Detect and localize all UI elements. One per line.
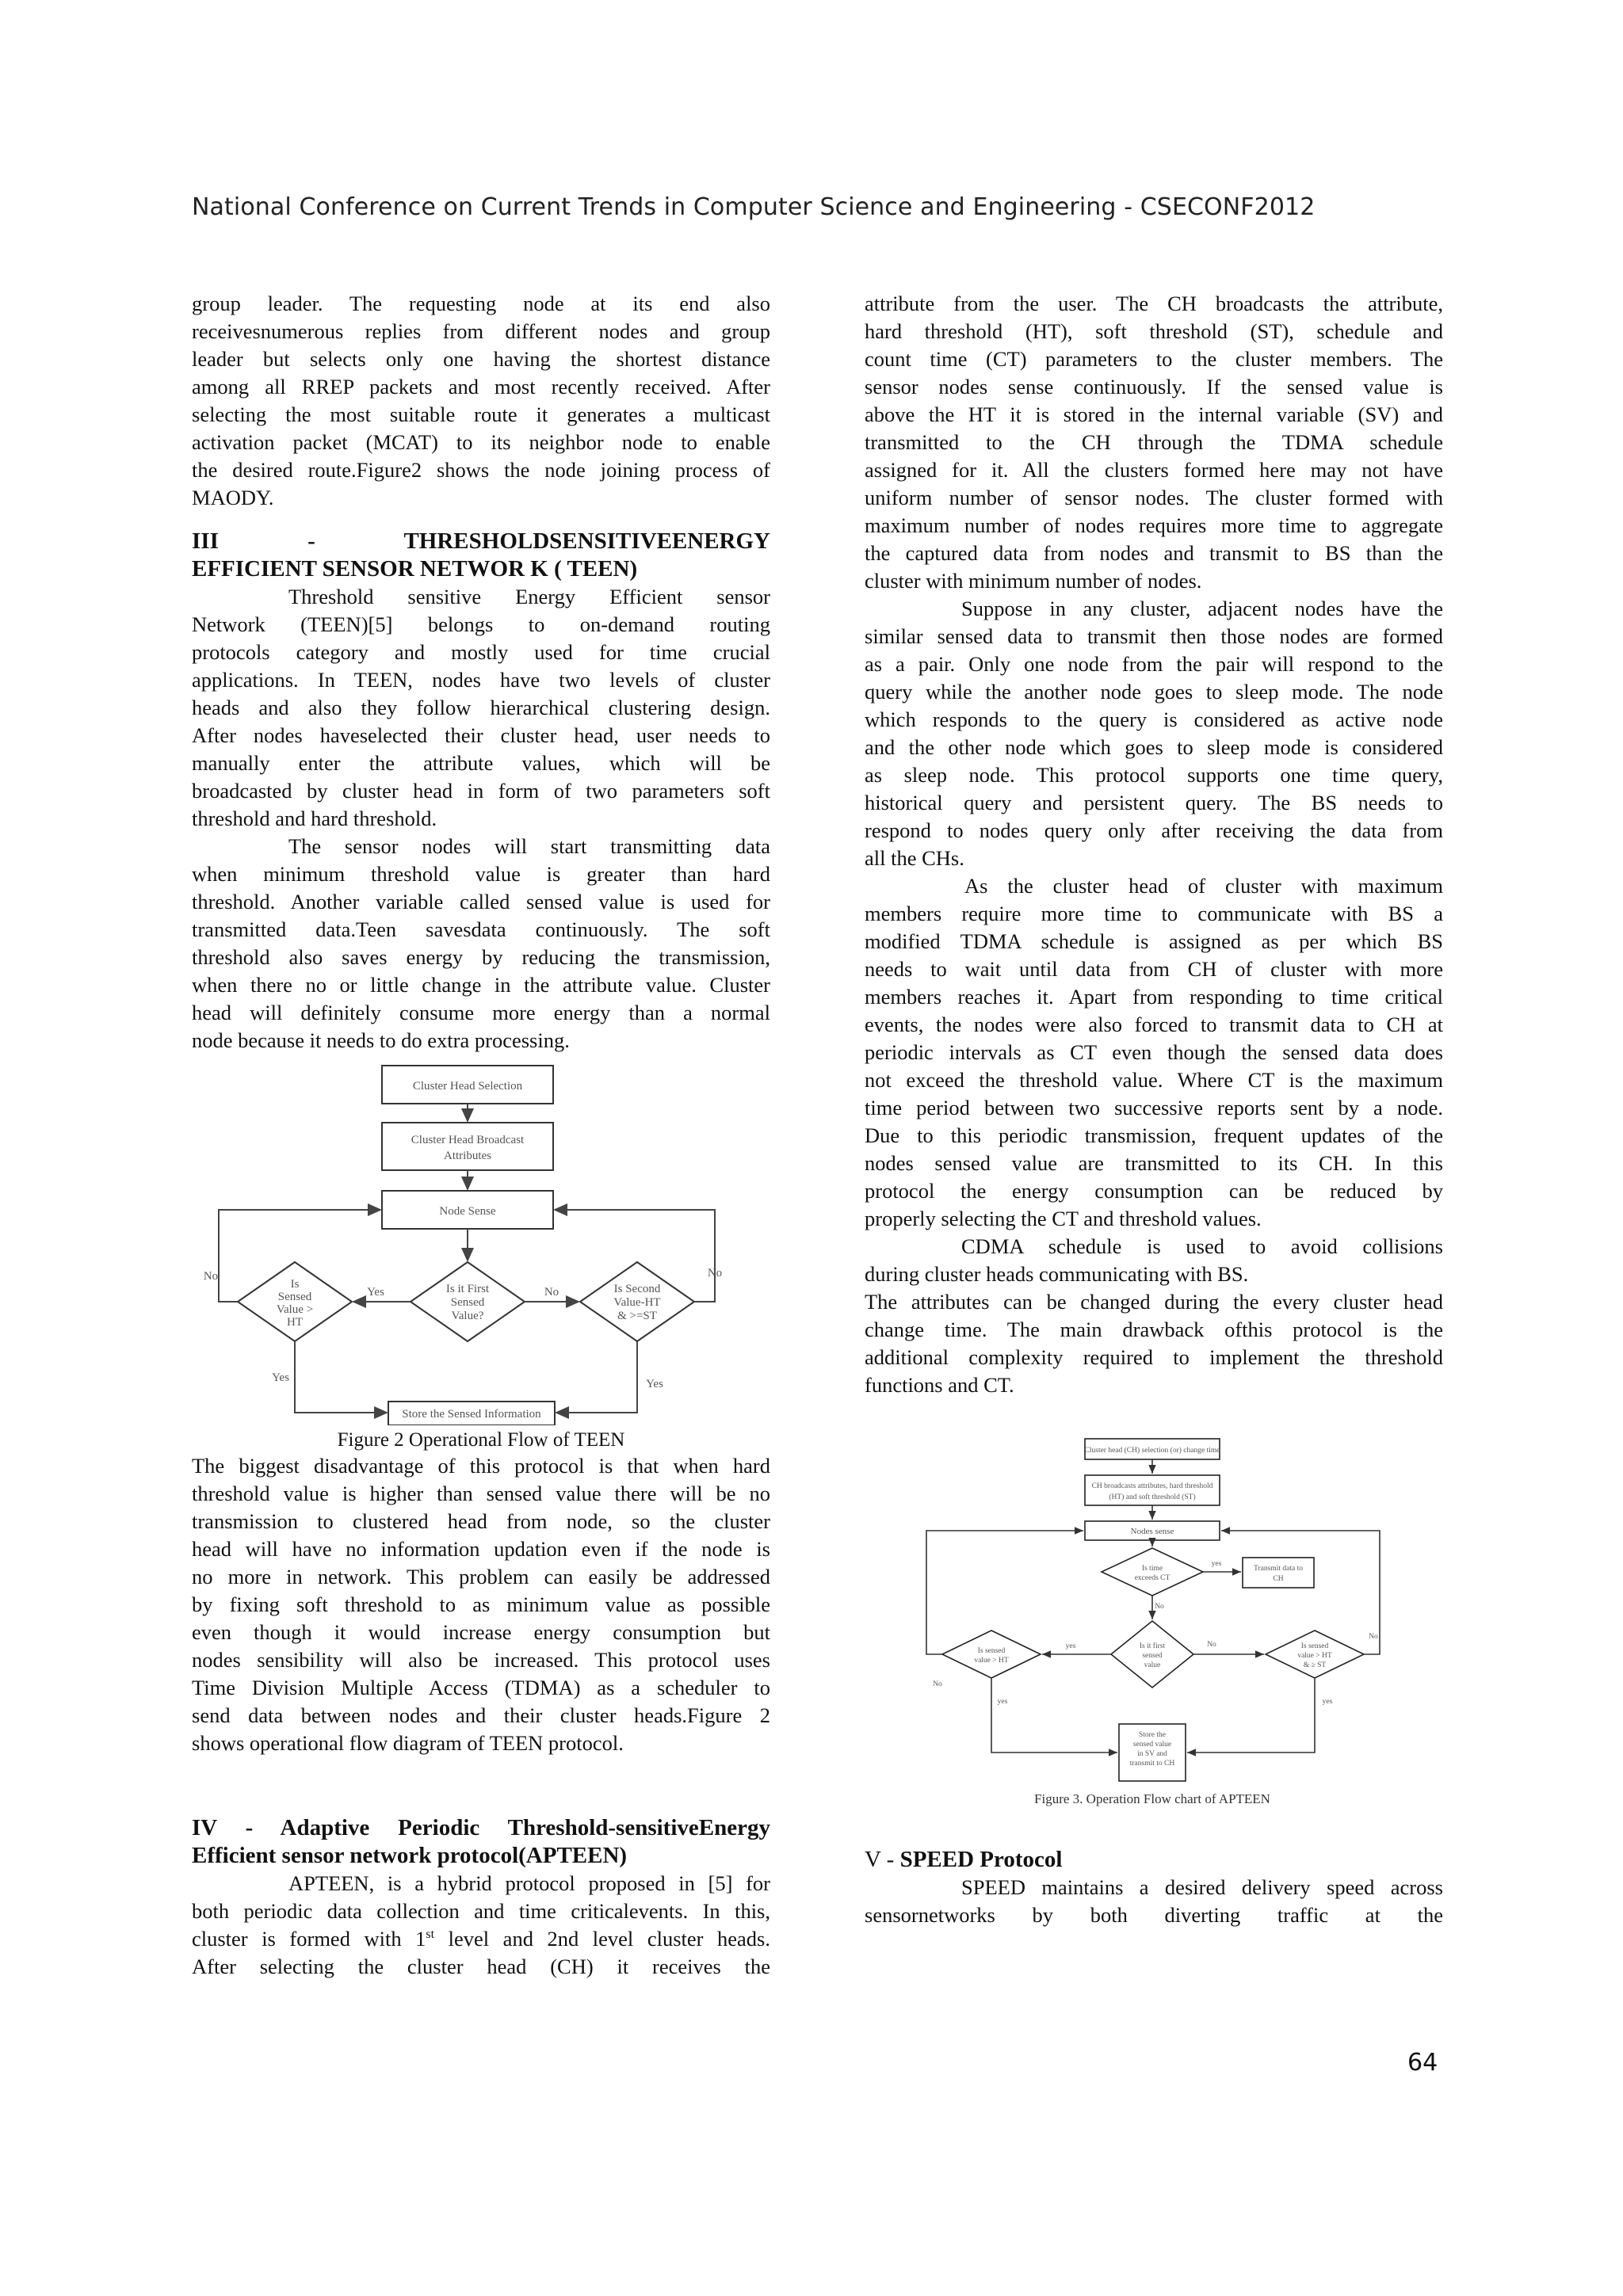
label-yes: yes bbox=[1211, 1560, 1222, 1568]
text-line: After selecting the cluster head (CH) it receives the bbox=[192, 1955, 770, 1978]
label-d3: & >=ST bbox=[617, 1310, 657, 1322]
text-line: transmission to clustered head from node, so the cluster bbox=[192, 1509, 770, 1533]
paragraph-attribute bbox=[865, 290, 1443, 595]
text-line: Network (TEEN)[5] belongs to on-demand routing bbox=[192, 612, 770, 636]
label-broadcast-attributes: Attributes bbox=[444, 1150, 491, 1162]
text-line: nodes sensed value are transmitted to its CH. In this bbox=[865, 1151, 1443, 1175]
text-line: head will have no information updation even if the node is bbox=[192, 1537, 770, 1561]
text-line: MAODY. bbox=[192, 486, 274, 509]
text-line: head will definitely consume more energy than a normal bbox=[192, 1001, 770, 1024]
text-span: level and 2nd level cluster heads. bbox=[434, 1927, 770, 1951]
text-line: during cluster heads communicating with BS. bbox=[865, 1262, 1249, 1286]
paragraph-teen bbox=[192, 583, 770, 833]
text-line: even though it would increase energy consumption but bbox=[192, 1620, 770, 1644]
label-d1: Is bbox=[290, 1278, 300, 1291]
heading-line: III - THRESHOLDSENSITIVEENERGY bbox=[192, 528, 770, 554]
label-no: No bbox=[544, 1286, 559, 1299]
label-transmit: CH bbox=[1273, 1575, 1284, 1583]
text-line: by fixing soft threshold to as minimum value as possible bbox=[192, 1592, 770, 1616]
label-store: Store the bbox=[1138, 1731, 1167, 1739]
text-line: historical query and persistent query. The BS needs to bbox=[865, 791, 1443, 814]
text-line: leader but selects only one having the shortest distance bbox=[192, 347, 770, 371]
left-column bbox=[192, 0, 770, 1981]
paragraph-speed bbox=[865, 1874, 1443, 1929]
text-line: The attributes can be changed during the every cluster head bbox=[865, 1290, 1443, 1314]
text-line: respond to nodes query only after receiving the data from bbox=[865, 818, 1443, 842]
paragraph-sensor bbox=[192, 833, 770, 1055]
text-line: node because it needs to do extra processing. bbox=[192, 1028, 570, 1052]
label-dm: Is it first bbox=[1139, 1642, 1166, 1650]
label-yes: Yes bbox=[272, 1371, 289, 1384]
text-line: which responds to the query is considered as active node bbox=[865, 707, 1443, 731]
section-heading-apteen bbox=[192, 1814, 770, 1870]
figure-3-apteen-flowchart bbox=[865, 1431, 1443, 1806]
text-line: uniform number of sensor nodes. The cluster formed with bbox=[865, 486, 1443, 509]
text-line: events, the nodes were also forced to transmit data to CH at bbox=[865, 1013, 1443, 1036]
label-no: No bbox=[203, 1270, 219, 1283]
label-dl: Is sensed bbox=[977, 1647, 1006, 1655]
text-span: cluster is formed with 1 bbox=[192, 1927, 426, 1951]
label-cluster-head-selection: Cluster Head Selection bbox=[412, 1080, 523, 1093]
section-heading-speed bbox=[865, 1846, 1443, 1874]
label-dr: value > HT bbox=[1297, 1652, 1332, 1660]
text-line: the captured data from nodes and transmit to BS than the bbox=[865, 541, 1443, 565]
label-ch-broadcasts: (HT) and soft threshold (ST) bbox=[1109, 1493, 1196, 1501]
text-line: Suppose in any cluster, adjacent nodes have the bbox=[961, 597, 1443, 620]
text-line: modified TDMA schedule is assigned as per which BS bbox=[865, 929, 1443, 953]
label-store: Store the Sensed Information bbox=[402, 1408, 541, 1421]
label-d2: Is it First bbox=[445, 1283, 490, 1295]
paragraph-cdma bbox=[865, 1233, 1443, 1288]
label-no: No bbox=[933, 1680, 942, 1688]
label-ch-broadcasts: CH broadcasts attributes, hard threshold bbox=[1091, 1482, 1213, 1490]
text-line: activation packet (MCAT) to its neighbor node to enable bbox=[192, 430, 770, 454]
label-d1: Sensed bbox=[277, 1291, 312, 1303]
text-line: nodes sensibility will also be increased. This protocol uses bbox=[192, 1648, 770, 1672]
label-d3: Value-HT bbox=[613, 1296, 661, 1309]
label-no: No bbox=[1369, 1633, 1378, 1641]
heading-line: Efficient sensor network protocol(APTEEN) bbox=[192, 1843, 628, 1868]
text-line: transmitted data.Teen savesdata continuously. The soft bbox=[192, 917, 770, 941]
text-line: when minimum threshold value is greater than hard bbox=[192, 862, 770, 886]
text-line: query while the another node goes to sleep mode. The node bbox=[865, 680, 1443, 704]
box-transmit-data bbox=[1243, 1558, 1314, 1588]
heading-line: EFFICIENT SENSOR NETWOR K ( TEEN) bbox=[192, 556, 638, 582]
text-line: members reaches it. Apart from responding to time critical bbox=[865, 985, 1443, 1009]
label-broadcast: Cluster Head Broadcast bbox=[411, 1134, 525, 1146]
text-line: receivesnumerous replies from different nodes and group bbox=[192, 319, 770, 343]
text-line: similar sensed data to transmit then those nodes are formed bbox=[865, 624, 1443, 648]
label-d1: Value > bbox=[276, 1303, 314, 1316]
label-ch-selection: Cluster head (CH) selection (or) change time bbox=[1084, 1447, 1220, 1455]
text-line: properly selecting the CT and threshold values. bbox=[865, 1207, 1262, 1230]
figure-2-caption: Figure 2 Operational Flow of TEEN bbox=[337, 1429, 625, 1451]
text-line: functions and CT. bbox=[865, 1373, 1014, 1397]
label-ct: Is time bbox=[1141, 1565, 1163, 1573]
text-line: APTEEN, is a hybrid protocol proposed in [5] for bbox=[288, 1871, 770, 1895]
text-line: when there no or little change in the attribute value. Cluster bbox=[192, 973, 770, 997]
label-transmit: Transmit data to bbox=[1254, 1565, 1303, 1573]
label-store: in SV and bbox=[1137, 1750, 1167, 1758]
text-line: and the other node which goes to sleep mode is considered bbox=[865, 735, 1443, 759]
text-line: manually enter the attribute values, which will be bbox=[192, 751, 770, 775]
text-line: Time Division Multiple Access (TDMA) as a scheduler to bbox=[192, 1676, 770, 1699]
paragraph-disadvantage bbox=[192, 1452, 770, 1757]
text-line: time period between two successive reports sent by a node. bbox=[865, 1096, 1443, 1119]
figure-3-caption: Figure 3. Operation Flow chart of APTEEN bbox=[1034, 1791, 1270, 1806]
label-yes: Yes bbox=[367, 1286, 384, 1299]
box-cluster-head-broadcast bbox=[382, 1123, 553, 1170]
label-nodes-sense: Nodes sense bbox=[1130, 1527, 1174, 1536]
text-line: hard threshold (HT), soft threshold (ST), schedule and bbox=[865, 319, 1443, 343]
text-line: cluster with minimum number of nodes. bbox=[865, 569, 1202, 593]
page-number: 64 bbox=[1407, 2049, 1438, 2077]
text-line: sensornetworks by both diverting traffic at the bbox=[865, 1903, 1443, 1927]
paragraph-as-cluster bbox=[865, 872, 1443, 1233]
text-line: As the cluster head of cluster with maximum bbox=[964, 874, 1443, 898]
paragraph-suppose bbox=[865, 595, 1443, 872]
text-line: applications. In TEEN, nodes have two levels of cluster bbox=[192, 668, 770, 692]
text-line: maximum number of nodes requires more time to aggregate bbox=[865, 513, 1443, 537]
text-line bbox=[192, 1925, 770, 1953]
text-line: threshold. Another variable called sensed value is used for bbox=[192, 890, 770, 913]
heading-line bbox=[865, 1846, 1443, 1874]
label-store: transmit to CH bbox=[1129, 1760, 1175, 1768]
text-line: threshold also saves energy by reducing the transmission, bbox=[192, 945, 770, 969]
text-line: SPEED maintains a desired delivery speed across bbox=[961, 1875, 1443, 1899]
text-line: additional complexity required to implement the threshold bbox=[865, 1345, 1443, 1369]
text-line: needs to wait until data from CH of cluster with more bbox=[865, 957, 1443, 981]
label-no: No bbox=[707, 1267, 723, 1280]
text-line: CDMA schedule is used to avoid collisions bbox=[961, 1234, 1443, 1258]
section-heading-teen bbox=[192, 528, 770, 583]
text-line: periodic intervals as CT even though the sensed data does bbox=[865, 1040, 1443, 1064]
right-column bbox=[865, 0, 1443, 1929]
label-dr: Is sensed bbox=[1300, 1642, 1329, 1650]
text-line: transmitted to the CH through the TDMA schedule bbox=[865, 430, 1443, 454]
text-line: above the HT it is stored in the internal variable (SV) and bbox=[865, 402, 1443, 426]
text-line: count time (CT) parameters to the cluster members. The bbox=[865, 347, 1443, 371]
text-line: protocols category and mostly used for time crucial bbox=[192, 640, 770, 664]
label-d1: HT bbox=[287, 1316, 303, 1329]
text-line: shows operational flow diagram of TEEN protocol. bbox=[192, 1731, 624, 1755]
heading-prefix: V - bbox=[865, 1847, 900, 1872]
text-line: send data between nodes and their cluster heads.Figure 2 bbox=[192, 1703, 770, 1727]
superscript: st bbox=[426, 1928, 435, 1942]
paragraph-attributes-changed bbox=[865, 1288, 1443, 1399]
label-dl: value > HT bbox=[974, 1657, 1009, 1665]
label-dm: value bbox=[1144, 1661, 1161, 1669]
text-line: the desired route.Figure2 shows the node joining process of bbox=[192, 458, 770, 482]
text-line: heads and also they follow hierarchical clustering design. bbox=[192, 696, 770, 719]
text-line: all the CHs. bbox=[865, 846, 964, 870]
label-no: No bbox=[1155, 1603, 1164, 1611]
text-line: assigned for it. All the clusters formed here may not have bbox=[865, 458, 1443, 482]
text-line: among all RREP packets and most recently received. After bbox=[192, 375, 770, 399]
label-ct: exceeds CT bbox=[1134, 1574, 1170, 1582]
text-line: both periodic data collection and time criticalevents. In this, bbox=[192, 1899, 770, 1923]
text-line: After nodes haveselected their cluster head, user needs to bbox=[192, 723, 770, 747]
figure-2-teen-flowchart bbox=[192, 1058, 770, 1425]
text-line: Threshold sensitive Energy Efficient sensor bbox=[288, 585, 770, 608]
text-line: threshold value is higher than sensed value there will be no bbox=[192, 1482, 770, 1505]
paragraph-intro bbox=[192, 290, 770, 512]
text-line: selecting the most suitable route it generates a multicast bbox=[192, 402, 770, 426]
text-line: The biggest disadvantage of this protocol is that when hard bbox=[192, 1454, 770, 1478]
label-yes: yes bbox=[997, 1698, 1008, 1706]
text-line: threshold and hard threshold. bbox=[192, 807, 437, 830]
text-line: members require more time to communicate with BS a bbox=[865, 902, 1443, 925]
heading-line: IV - Adaptive Periodic Threshold-sensitiveEnergy bbox=[192, 1815, 770, 1840]
text-line: Due to this periodic transmission, frequent updates of the bbox=[865, 1123, 1443, 1147]
label-d3: Is Second bbox=[613, 1283, 661, 1295]
text-line: group leader. The requesting node at its end also bbox=[192, 292, 770, 315]
text-line: not exceed the threshold value. Where CT is the maximum bbox=[865, 1068, 1443, 1092]
label-d2: Value? bbox=[451, 1310, 484, 1322]
text-line: as a pair. Only one node from the pair will respond to the bbox=[865, 652, 1443, 676]
text-line: The sensor nodes will start transmitting data bbox=[288, 834, 770, 858]
label-dr: & ≥ ST bbox=[1303, 1661, 1327, 1669]
label-no: No bbox=[1207, 1641, 1216, 1649]
text-line: no more in network. This problem can easily be addressed bbox=[192, 1565, 770, 1589]
text-line: as sleep node. This protocol supports one time query, bbox=[865, 763, 1443, 787]
text-line: protocol the energy consumption can be reduced by bbox=[865, 1179, 1443, 1203]
label-yes: yes bbox=[1322, 1698, 1333, 1706]
paragraph-apteen bbox=[192, 1870, 770, 1981]
label-dm: sensed bbox=[1142, 1652, 1163, 1660]
running-header: National Conference on Current Trends in Computer Science and Engineering - CSECONF2012 bbox=[192, 193, 1316, 221]
label-yes: yes bbox=[1065, 1642, 1076, 1650]
heading-title: SPEED Protocol bbox=[899, 1847, 1063, 1872]
label-d2: Sensed bbox=[450, 1296, 485, 1309]
text-line: change time. The main drawback ofthis protocol is the bbox=[865, 1318, 1443, 1341]
label-yes: Yes bbox=[646, 1378, 663, 1390]
label-node-sense: Node Sense bbox=[439, 1205, 496, 1218]
label-store: sensed value bbox=[1132, 1741, 1172, 1749]
text-line: sensor nodes sense continuously. If the sensed value is bbox=[865, 375, 1443, 399]
text-line: attribute from the user. The CH broadcasts the attribute, bbox=[865, 292, 1443, 315]
text-line: broadcasted by cluster head in form of two parameters soft bbox=[192, 779, 770, 803]
